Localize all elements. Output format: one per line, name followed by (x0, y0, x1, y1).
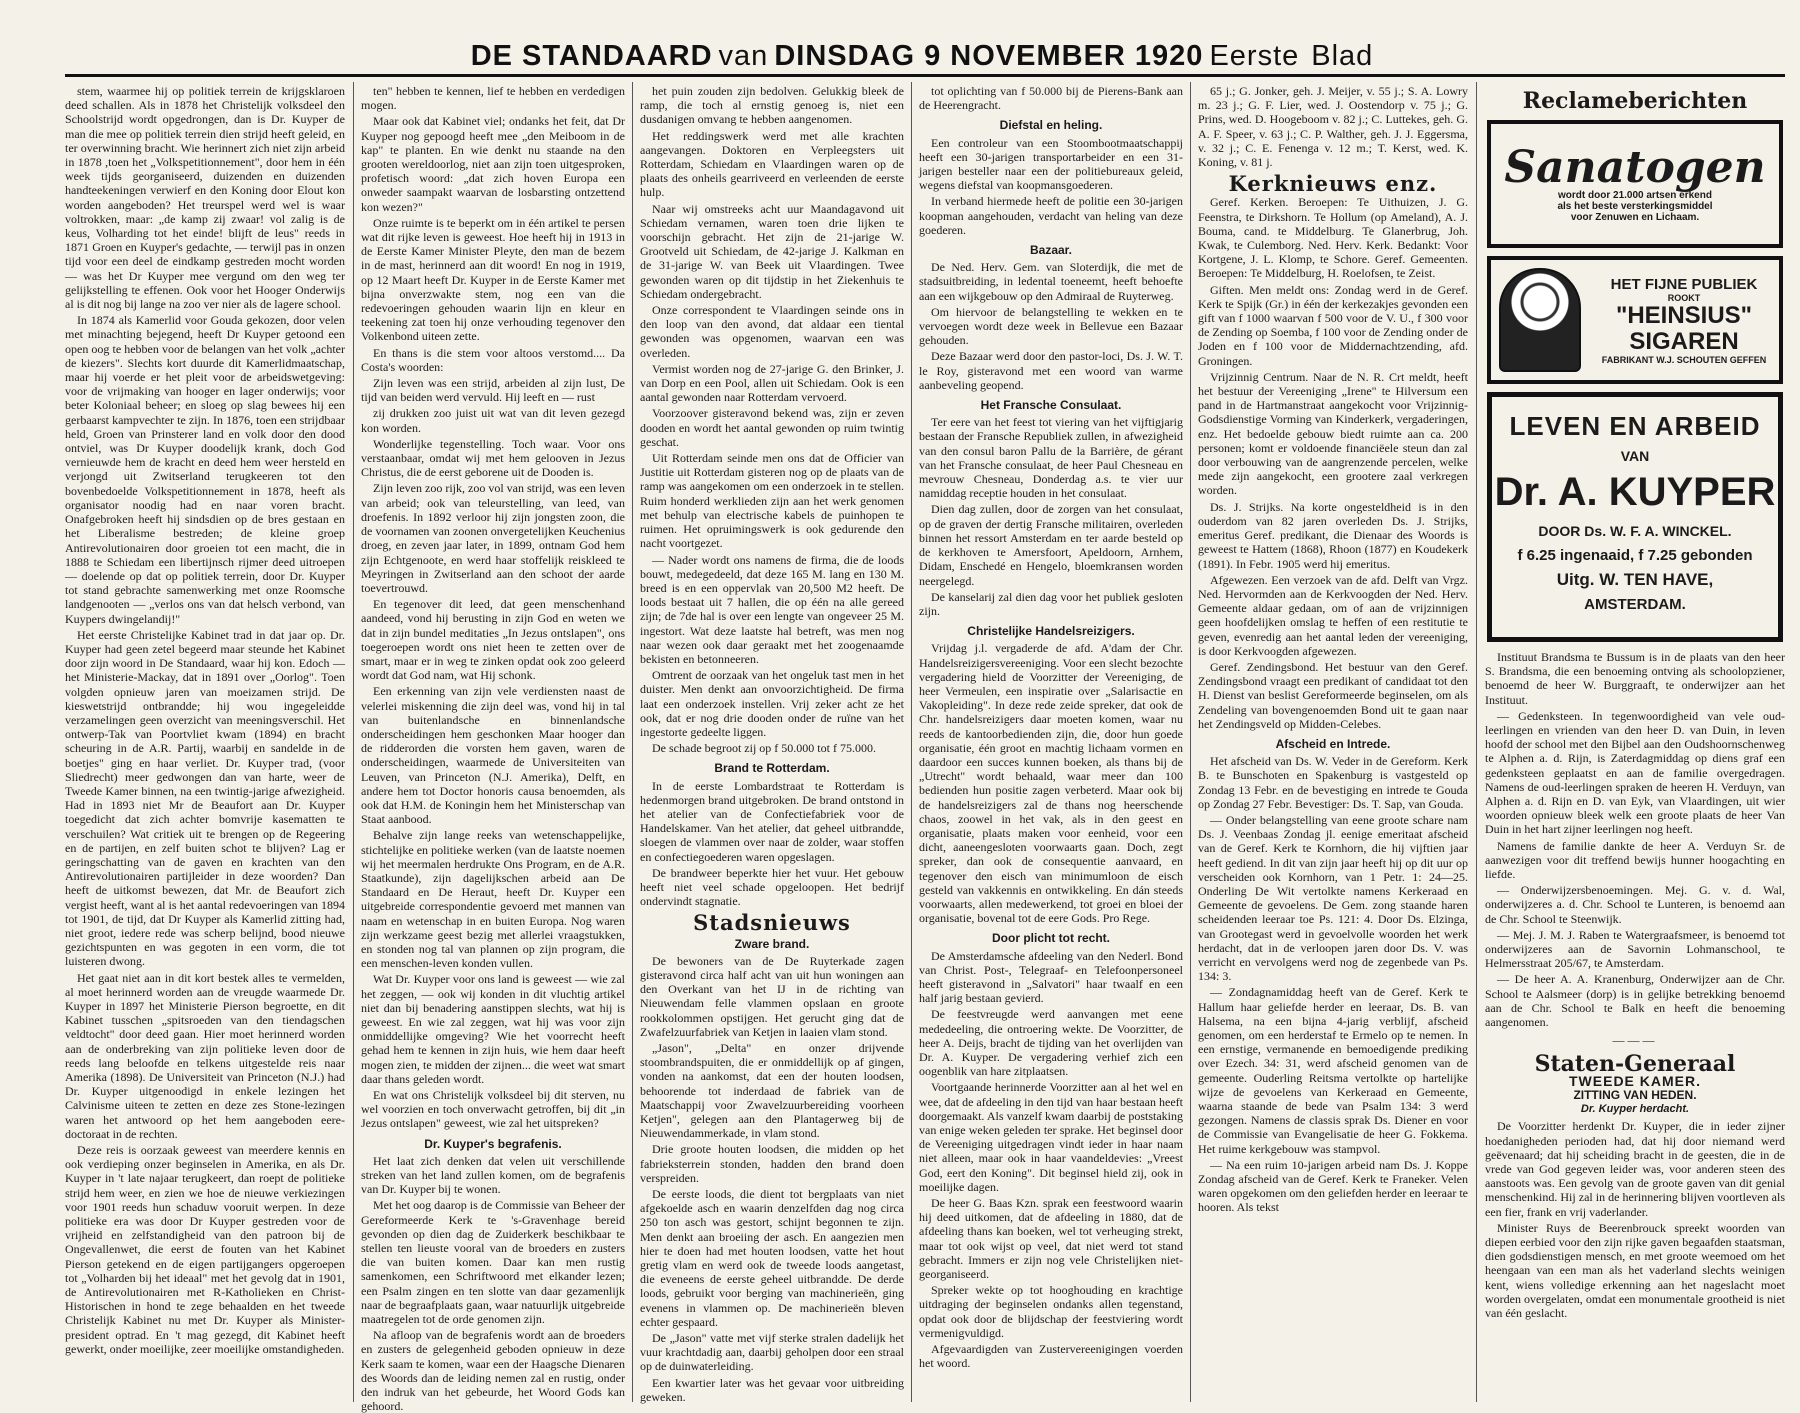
article-paragraph: Na afloop van de begrafenis wordt aan de broeders en zusters de gelegenheid geboden opnieuw in deze Kerk saam te komen, waar een der Haagsche Dienaren des Woords dan de leiding nemen zal en rustig, onder den indruk van het gebeurde, het Woord Gods kan gehoord. (361, 1328, 625, 1413)
column-rule (632, 82, 633, 1402)
article-paragraph: Vrijzinnig Centrum. Naar de N. R. Crt meldt, heeft het bestuur der Vereeniging „Irene" te Hilversum een pand in de Hartmanstraat aangekocht voor Vrijzinnig-Godsdienstige Vorming van Kinderkerk, vergaderingen, enz. Het bedoelde gebouw biedt ruimte aan ca. 200 personen; komt er voldoende financiëele steun dan zal door verbouwing van de aangrenzende percelen, welke mede zijn aangekocht, een grootere zaal verkregen worden. (1198, 369, 1468, 498)
article-heading: Christelijke Handelsreizigers. (967, 624, 1135, 639)
article-paragraph: 65 j.; G. Jonker, geh. J. Meijer, v. 55 j.; S. A. Lowry m. 23 j.; G. F. Lier, wed. J. Oostendorp v. 75 j.; G. Prins, wed. D. Hoogeboom v. 82 j.; C. Luttekes, geh. G. A. F. Speer, v. 63 j.; C. P. Walther, geh. J. J. Eggersma, v. 32 j.; C. E. Fenenga v. 12 m.; T. Kerst, wed. K. Koning, v. 81 j. (1198, 84, 1468, 170)
article-paragraph: Deze reis is oorzaak geweest van meerdere kennis en ook verdieping onzer beginselen in Amerika, en als Dr. Kuyper in 't late najaar terugkeert, dan roept de politieke strijd hem weer, en zien we hoe de nieuwe verkiezingen voor 1901 reeds hun schaduw vooruit werpen. In deze politieke era was door Dr Kuyper gestreden voor de vrijheid en zelfstandigheid van den patroon bij de Ongevallenwet, die eerst de fouten van het Kabinet Pierson getekend en de eigen partijgangers opgeroepen tot „Volharden bij het ideaal" met het gevolg dat in 1901, de Antirevolutionairen met R-Katholieken en Christ-Historischen in hond te zege behaalden en het tweede Christelijk Kabinet nu met Dr. Kuyper als Minister-president optrad. En 't mag gezegd, dit Kabinet heeft gewerkt, onder moeilijke, zeer moeilijke omstandigheden. (65, 1143, 345, 1356)
article-column-5 (1198, 84, 1468, 1402)
article-paragraph: De feestvreugde werd aanvangen met eene mededeeling, die ontroering wekte. De Voorzitter, de heer A. Deijs, bracht de tijding van het overlijden van Dr. A. Kuyper. De vergadering verhief zich een oogenblik van hare zitplaatsen. (919, 1007, 1183, 1079)
masthead-blad: Blad (1311, 39, 1374, 72)
book-publisher: Uitg. W. TEN HAVE, (1556, 570, 1714, 589)
heinsius-ad (1487, 256, 1783, 384)
sanatogen-line: voor Zenuwen en Lichaam. (1570, 211, 1700, 223)
book-subject: Dr. A. KUYPER (1494, 470, 1776, 514)
masthead-paper: DE STANDAARD (470, 39, 713, 72)
notices-column (1485, 650, 1785, 1320)
article-paragraph: het puin zouden zijn bedolven. Gelukkig bleek de ramp, die toch al ernstig genoeg is, niet een dusdanigen omvang te hebben aangenomen. (640, 84, 904, 127)
article-paragraph: — Nader wordt ons namens de firma, die de loods bouwt, medegedeeld, dat deze 165 M. lang en 130 M. breed is en een oppervlak van 20,500 M2 heeft. De loods bestaat uit 7 hallen, die op één na alle gereed zijn; de 7de hal is over een lengte van ongeveer 25 M. ingestort. Wat deze laatste hal betreft, was men nog naar wezen ook daar geraakt met het zoogenaamde bekisten en betonneeren. (640, 552, 904, 666)
section-divider: ——— (1612, 1033, 1658, 1048)
column-rule (1190, 82, 1191, 1402)
article-paragraph: De eerste loods, die dient tot bergplaats van niet afgekoelde asch en waarin denzelfden dag nog circa 250 ton asch was gestort, schijnt begonnen te zijn. Men denkt aan broeiing der asch. En aangezien men hier te doen had met houten loodsen, vatte het hout gretig vlam en werd ook de tweede loods aangetast, die eveneens de eerste geheel uitbrandde. De derde loods, gebruikt voor berging van machinerieën, ging evenens in vlammen op. De machinerieën bleven echter gespaard. (640, 1187, 904, 1329)
article-paragraph: Het eerste Christelijke Kabinet trad in dat jaar op. Dr. Kuyper had geen zetel begeerd maar steunde het Kabinet door zijn woord in De Standaard, waar hij kon. Edoch — het Ministerie-Mackay, dat in 1891 over „Oorlog". Toen volgden opnieuw jaren van moeizamen strijd. De kieswetstrijd ontbrandde; hij wou ingegeleidde verzamelingen geen overzicht van meeningsverschil. Het ontwerp-Tak van Poortvliet kwam (1894) en bracht scheuring in de A.R. Partij, waarbij en sandelde in de boetjes" ging en haar verliet. Dr. Kuyper trad, (voor Sliedrecht) meer gedwongen dan van harte, weer de Tweede Kamer binnen, na een twintig-jarige afwezigheid. Had in 1893 niet Mr de Beaufort aan Dr. Kuyper toegedicht dat zich achter bomvrije kasematten te verschuilen? Wat critiek uit te brengen op de Regeering en de partijen, en zelf buiten schot te blijven? Lag er geringschatting van de gaven en krachten van den Antirevolutionairen partijleider in deze woorden? Dan heeft de uitkomst bewezen, dat Mr. de Beaufort zich vergist heeft, want al is het aantal redevoeringen van 1894 tot 1901, de tijd, dat Dr Kuyper als Kamerlid zitting had, niet groot, iedere rede was scherp belijnd, bood nieuwe gezichtspunten en was gegoten in een vorm, die tot luisteren dwong. (65, 627, 345, 969)
staten-paragraph: De Voorzitter herdenkt Dr. Kuyper, die in ieder zijner hoedanigheden perioden had, dat hij door niemand werd geëvenaard; dat hij scheiding bracht in de geesten, die in de vrede van God gegeven leider was, voor anderen steen des aanstoots was. Een gevolg van de groote gaven van dit genial menschenkind. Hij zal in de herinnering blijven voortleven als een fier, frank en vrij vaderlander. (1485, 1119, 1785, 1219)
staten-paragraph: Minister Ruys de Beerenbrouck spreekt woorden van diepen eerbied voor den zijn rijke gaven begaafden staatsman, dien godsdienstigen mensch, en met groote weemoed om het heengaan van een man als het vaderland slechts weinigen kent, wiens volledige erkenning aan het nageslacht moet worden overgelaten, omdat een monumentale grootheid is niet van één geslacht. (1485, 1220, 1785, 1320)
article-paragraph: Zijn leven was een strijd, arbeiden al zijn lust, De tijd van beiden werd vervuld. Hij leeft en — rust (361, 376, 625, 405)
notice-paragraph: — Gedenksteen. In tegenwoordigheid van vele oud-leerlingen en vrienden van den heer D. van Duin, in leven hoofd der school met den Bijbel aan den Oudshoornschenweg te Alphen a. d. Rijn, is Zaterdagmiddag op diens graf een gedenksteen geplaatst en aan de familie overgedragen. Namens de oud-leerlingen spraken de heeren H. Verduyn, van Alphen a. d. Rijn en D. van Eyk, van Vlaardingen, uit wier woorden opnieuw bleek welk een groote plaats de heer Van Duin in het hart zijner leerlingen nog heeft. (1485, 708, 1785, 837)
article-paragraph: Het gaat niet aan in dit kort bestek alles te vermelden, al moet herinnerd worden aan de vreugde waarmede Dr. Kuyper in 1897 het Ministerie Pierson begroette, en dit Kabinet tusschen „spitsroeden van den tiendagschen veldtocht" door deed gaan. Hier moet herinnerd worden aan de onderbreking van zijn politieke leven door de reeds lang beloofde en telkens uitgestelde reis naar Amerika (1898). De Universiteit van Princeton (N.J.) had Dr. Kuyper uitgenoodigd in enkele lezingen het Calvinisme uiteen te zetten en deze zes Stone-lezingen waren het antwoord op het hem aangeboden eere-doctoraat in de rechten. (65, 970, 345, 1141)
column-rule (353, 82, 354, 1402)
article-paragraph: Spreker wekte op tot hooghouding en krachtige uitdraging der beginselen ondanks allen tegenstand, opdat ook door de blijdschap der feestviering wordt vermenigvuldigd. (919, 1283, 1183, 1340)
article-paragraph: Maar ook dat Kabinet viel; ondanks het feit, dat Dr Kuyper nog gepoogd heeft mee „den Meiboom in de kap" te planten. En wie denkt nu staande na den grooten wereldoorlog, niet aan zijn toen uitgesproken, profetisch woord: „dat zich hoven Europa een onweder saampakt waarvan de losbarsting ontzettend kon wezen?" (361, 114, 625, 214)
masthead-edition: Eerste (1209, 39, 1300, 72)
article-paragraph: De bewoners van de De Ruyterkade zagen gisteravond circa half acht van uit hun woningen aan den Overkant van het IJ in de richting van Nieuwendam felle vlammen opslaan en groote rookkolommen opstijgen. Het gerucht ging dat de Zwafelzuurfabriek van Ketjen in laaien vlam stond. (640, 953, 904, 1039)
article-paragraph: Een controleur van een Stoombootmaatschappij heeft een 30-jarigen transportarbeider en een 31-jarigen besteller naar een der politiebureaux geleid, wegens diefstal van koopmansgoederen. (919, 135, 1183, 193)
article-paragraph: Met het oog daarop is de Commissie van Beheer der Gereformeerde Kerk te 's-Gravenhage bereid gevonden op dien dag de Zuiderkerk beschikbaar te stellen ten lieuste vooral van de broeders en zusters die van buiten komen. Daar kan men rustig samenkomen, een Schriftwoord met elkander lezen; een Psalm zingen en ten slotte van daar gezamenlijk naar de begraafplaats gaan, waar natuurlijk uitgebreide maatregelen tot de orde genomen zijn. (361, 1198, 625, 1327)
article-paragraph: De kanselarij zal dien dag voor het publiek gesloten zijn. (919, 589, 1183, 618)
article-paragraph: tot oplichting van f 50.000 bij de Pierens-Bank aan de Heerengracht. (919, 84, 1183, 113)
heinsius-brand: "HEINSIUS" (1615, 301, 1753, 329)
masthead (65, 38, 1785, 77)
article-paragraph: In verband hiermede heeft de politie een 30-jarigen koopman aangehouden, verdacht van heling van deze goederen. (919, 194, 1183, 237)
article-paragraph: Deze Bazaar werd door den pastor-loci, Ds. J. W. T. le Roy, gisteravond met een woord van warme aanbeveling geopend. (919, 349, 1183, 392)
article-paragraph: Onze correspondent te Vlaardingen seinde ons in den loop van den avond, dat aldaar een tiental gewonden was opgenomen, waarvan een was overleden. (640, 303, 904, 360)
article-paragraph: Het afscheid van Ds. W. Veder in de Gereform. Kerk B. te Bunschoten en Spakenburg is vastgesteld op Zondag 13 Febr. en de bevestiging en intrede te Gouda op Zondag 27 Febr. Bevestiger: Ds. T. Sap, van Gouda. (1198, 754, 1468, 811)
heinsius-product: SIGAREN (1629, 327, 1739, 355)
article-heading: Brand te Rotterdam. (714, 761, 830, 776)
article-paragraph: En wat ons Christelijk volksdeel bij dit sterven, nu wel voorzien en toch onverwacht getroffen, bij dit „in Jezus ontslapen" geweest, wie zal het uitspreken? (361, 1088, 625, 1131)
article-paragraph: Naar wij omstreeks acht uur Maandagavond uit Schiedam vernamen, waren toen drie lijken te voorschijn gebracht. Het zijn de 21-jarige W. Grootveld uit Schiedam, de 42-jarige J. Kalkman en de 31-jarige W. van Beek uit Vlaardingen. Twee gewonden waren op dit tijdstip in het Ziekenhuis te Schiedam ondergebracht. (640, 201, 904, 301)
article-paragraph: Voorzoover gisteravond bekend was, zijn er zeven dooden en wordt het aantal gewonden op ruim twintig geschat. (640, 406, 904, 449)
article-paragraph: De heer G. Baas Kzn. sprak een feestwoord waarin hij deed uitkomen, dat de afdeeling in 1880, dat de afdeeling thans kan boeken, wel tot verheuging strekt, maar tot ook wijst op veel, dat niet werd tot stand gebracht. Immers er zijn nog vele Christelijken niet-georganiseerd. (919, 1196, 1183, 1282)
notice-paragraph: — Onderwijzersbenoemingen. Mej. G. v. d. Wal, onderwijzeres a. d. Chr. School te Lunteren, is benoemd aan de Chr. School te Steenwijk. (1485, 883, 1785, 926)
article-paragraph: ten" hebben te kennen, lief te hebben en verdedigen mogen. (361, 84, 625, 113)
article-paragraph: Geref. Zendingsbond. Het bestuur van den Geref. Zendingsbond vraagt een predikant of candidaat tot den H. Dienst van beslist Gereformeerde beginselen, om als Zendeling van bovengenoemden Bond uit te gaan naar het Zendingsveld op Midden-Celebes. (1198, 659, 1468, 731)
article-paragraph: Dien dag zullen, door de zorgen van het consulaat, op de graven der dertig Fransche militairen, overleden binnen het ressort Amsterdam en ter aarde besteld op de kerkhoven te Amersfoort, Apeldoorn, Arnhem, Didam, Enschedé en Hengelo, bloemkransen worden neergelegd. (919, 502, 1183, 588)
article-paragraph: In 1874 als Kamerlid voor Gouda gekozen, door velen met minachting bejegend, heeft Dr Kuyper getoond een open oog te hebben voor de belangen van het volk „achter de kiezers". Slechts kort duurde dit Kamerlidmaatschap, maar hij voerde er het pleit voor de arbeidswetgeving: voor de vrijmaking van hooger en lager onderwijs; voor beter Koloniaal beheer; en sloeg op slag bewees hij een gerbaarst kampvechter te zijn. In 1876, toen een strijdbaar held, Groen van Prinsterer land en volk door den dood ontviel, was Dr Kuyper doodelijk krank, doch God vernieuwde hem de kracht en deed hem weer hersteld en verjongd uit Zwitserland terugkeeren tot den bovenbedoelde Volkspetitionnement in 1878, heeft als organisator noodig had en naar voren bracht. Onafgebroken heeft hij sindsdien op de bres gestaan en het Liberalisme bestreden; de kleine groep Antirevolutionairen door groeien tot een macht, die in 1888 te Schiedam een libertijnsch rijmer deed uitroepen — doelende op dat op politiek terrein, door Dr. Kuyper tot stand gebrachte samenwerking met onze Roomsche landgenooten — „verlos ons van dat helsch verbond, van Kuypers dwingelandij!" (65, 313, 345, 626)
article-paragraph: Een kwartier later was het gevaar voor uitbreiding geweken. (640, 1375, 904, 1404)
article-paragraph: Ds. J. Strijks. Na korte ongesteldheid is in den ouderdom van 82 jaren overleden Ds. J. Strijks, emeritus Geref. predikant, die Dienaar des Woords is geweest te Hattem (1868), Rhoon (1877) en Koudekerk (1891). In Febr. 1905 werd hij emeritus. (1198, 499, 1468, 571)
article-column-4 (919, 84, 1183, 1402)
column-rule (911, 82, 912, 1402)
article-paragraph: Wonderlijke tegenstelling. Toch waar. Voor ons verstaanbaar, omdat wij met hem gelooven in Jezus Christus, die de eerst geborene uit de Dooden is. (361, 436, 625, 480)
article-paragraph: In de eerste Lombardstraat te Rotterdam is hedenmorgen brand uitgebroken. De brand ontstond in het atelier van de Confectiefabriek voor de Handelskamer. Van het atelier, dat geheel uitbrandde, sloegen de vlammen over naar de zolder, waar stoffen en confectiegoederen waren opgeslagen. (640, 778, 904, 864)
article-column-3 (640, 84, 904, 1402)
section-heading: Kerknieuws enz. (1228, 171, 1438, 197)
article-paragraph: De schade begroot zij op f 50.000 tot f 75.000. (652, 741, 876, 756)
sanatogen-ad (1487, 120, 1783, 248)
article-paragraph: Zijn leven zoo rijk, zoo vol van strijd, was een leven van arbeid; ook van teleurstelling, van leed, van droefenis. In 1892 verloor hij zijn jongsten zoon, die de voornamen van zoonen onvergetelijken Keuchenius droeg, en zeven jaar later, in 1899, ontnam God hem zijn Echtgenoote, en werd haar stoffelijk reiskleed te Meyringen in Zwitserland aan den schoot der aarde toevertrouwd. (361, 481, 625, 595)
article-paragraph: — Onder belangstelling van eene groote schare nam Ds. J. Veenbaas Zondag jl. eenige emeritaat afscheid van de Geref. Kerk te Kornhorn, die hij vijftien jaar heeft gediend. In dit van zijn jaar heeft hij op dit uur op verscheiden ook Kornhorn, van 1 Petr. 1: 24—25. Onderling De Wit vertolkte namens Kerkeraad en Gemeente de gevoelens. De Gem. zong staande haren scheidenden leeraar toe Ps. 121: 4. Door Ds. Elzinga, van Grootegast werd in gevoelvolle woorden het werk herdacht, dat in de verloopen jaren door Ds. V. was verricht en vervolgens werd nog de zegenbede van Ps. 134: 3. (1198, 812, 1468, 984)
article-heading: Afscheid en Intrede. (1275, 736, 1391, 751)
masthead-date: DINSDAG 9 NOVEMBER 1920 (774, 39, 1204, 72)
article-paragraph: De „Jason" vatte met vijf sterke stralen dadelijk het vuur krachtdadig aan, daarbij geholpen door een straal op de duinwaterleiding. (640, 1331, 904, 1374)
article-paragraph: Wat Dr. Kuyper voor ons land is geweest — wie zal het zeggen, — ook wij konden in dit vluchtig artikel niet dan bij benadering aanstippen slechts, wat hij is geweest. En wie zal zeggen, wat hij was voor zijn onmiddellijke omgeving? Wie het voorrecht heeft gehad hem te kennen in zijn huis, wie hem daar heeft mogen zien, te midden der zijnen... die weet wat smart daar thans geleden wordt. (361, 972, 625, 1086)
sanatogen-line: als het beste versterkingsmiddel (1557, 200, 1713, 212)
article-paragraph: — Zondagnamiddag heeft van de Geref. Kerk te Hallum haar geliefde herder en leeraar, Ds. B. van Halsema, na een bijna 4-jarig verblijf, afscheid genomen, om een herderstaf te Ermelo op te nemen. In een ernstige, vermanende en bemoedigende prediking over Ezech. 34: 31, werd afscheid genomen van de gemeente. Ouderling Reitsma vertolkte op hartelijke wijze de gevoelens van Kerkeraad en Gemeente, waarna staande de bede van Psalm 134: 3 werd gezongen. Namens de classis sprak Ds. Diener en voor de Commissie van Evangelisatie de heer G. Fokkema. Het ruime kerkgebouw was stampvol. (1198, 985, 1468, 1156)
article-paragraph: En tegenover dit leed, dat geen menschenhand aandeed, vond hij berusting in zijn God en weten we dat in zijn bundel meditaties „In Jezus ontslapen", ons toegeroepen wordt ons niet heen te zetten over de smart, maar er in weg te zinken opdat ook zoo geleerd wordt dat God nam, wat Hij schonk. (361, 597, 625, 683)
book-price: f 6.25 ingenaaid, f 7.25 gebonden (1517, 547, 1753, 564)
article-heading: Door plicht tot recht. (992, 931, 1110, 946)
article-paragraph: Vermist worden nog de 27-jarige G. den Brinker, J. van Dorp en een Pool, allen uit Schiedam. Ook is een aantal gewonden naar Rotterdam vervoerd. (640, 361, 904, 405)
article-heading: Diefstal en heling. (999, 118, 1103, 133)
article-paragraph: De Ned. Herv. Gem. van Sloterdijk, die met de stadsuitbreiding, in ledental toeneemt, heeft behoefte aan een wijkgebouw op den Admiraal de Ruyterweg. (919, 260, 1183, 303)
book-author: DOOR Ds. W. F. A. WINCKEL. (1538, 523, 1732, 539)
article-paragraph: Onze ruimte is te beperkt om in één artikel te persen wat dit rijke leven is geweest. Hoe heeft hij in 1913 in de Eerste Kamer Minister Pleyte, den man de bezem in de mast, herinnerd aan dit woord! En nog in 1919, op 12 Maart heeft Dr. Kuyper in de Eerste Kamer met bijna onverzwakte stem, nog een van die redevoeringen gehouden waarin lijn en kleur en teekening zat toen hij onze verhouding tegenover den Volkenbond uiteen zette. (361, 215, 625, 344)
staten-kamer: TWEEDE KAMER. (1569, 1072, 1701, 1089)
article-paragraph: En thans is die stem voor altoos verstomd.... Da Costa's woorden: (361, 345, 625, 374)
article-paragraph: zij drukken zoo juist uit wat van dit leven gezegd kon worden. (361, 406, 625, 435)
article-paragraph: — Na een ruim 10-jarigen arbeid nam Ds. J. Koppe Zondag afscheid van de Geref. Kerk te Franeker. Velen waren opgekomen om den geliefden herder en leeraar te hooren. Als tekst (1198, 1157, 1468, 1215)
article-heading: Dr. Kuyper's begrafenis. (424, 1136, 562, 1151)
article-paragraph: Uit Rotterdam seinde men ons dat de Officier van Justitie uit Rotterdam gisteren nog op de plaats van de ramp was aangekomen om een onderzoek in te stellen. Ruim honderd werklieden zijn aan het werk genomen met behulp van electrische kabels de puinhopen te ruimen. Het opruimingswerk is ook gedurende den nacht voortgezet. (640, 451, 904, 551)
article-paragraph: „Jason", „Delta" en onzer drijvende stoombrandspuiten, die er onmiddellijk op af gingen, vonden na aankomst, dat een der houten loodsen, behoorende tot inderdaad de fabriek van de Maatschappij voor Zwavelzuurbereiding voorheen Ketjen", gelegen aan den Plantagerweg bij de Nieuwendammerkade, in vlam stond. (640, 1041, 904, 1141)
article-heading: Bazaar. (1029, 243, 1073, 258)
book-title: LEVEN EN ARBEID (1509, 411, 1761, 441)
article-paragraph: Voortgaande herinnerde Voorzitter aan al het wel en wee, dat de afdeeling in den tijd van haar bestaan heeft doorgemaakt. Als vanzelf kwam daarbij de poststaking van enige weken geleden ter sprake. Het beginsel door de Vereeniging uitgedragen vindt ieder in haar naam niet alleen, maar ook in haar vaandeldevies: „Vreest God, eert den Koning". Dit beginsel hield zij, ook in moeilijke dagen. (919, 1080, 1183, 1194)
staten-zitting: ZITTING VAN HEDEN. (1573, 1087, 1697, 1102)
sanatogen-logo: Sanatogen (1504, 141, 1766, 193)
book-city: AMSTERDAM. (1584, 596, 1686, 613)
notice-paragraph: Namens de familie dankte de heer A. Verduyn Sr. de aanwezigen voor dit treffend bewijs hunner hoogachting en liefde. (1485, 838, 1785, 882)
heinsius-text (1589, 276, 1779, 365)
book-ad (1487, 392, 1783, 642)
article-paragraph: Om hiervoor de belangstelling te wekken en te vervoegen wordt deze week in Bellevue een Bazaar gehouden. (919, 304, 1183, 348)
heinsius-maker: FABRIKANT W.J. SCHOUTEN GEFFEN (1601, 354, 1767, 365)
article-heading: Het Fransche Consulaat. (980, 398, 1122, 413)
column-rule (1476, 82, 1477, 1402)
article-paragraph: Vrijdag j.l. vergaderde de afd. A'dam der Chr. Handelsreizigersvereeniging. Voor een slecht bezochte vergadering hield de Voorzitter der Vereeniging, de heer Vermeulen, een inspiratie over „Salarisactie en Vakopleiding". In deze rede zeide spreker, dat ook de Chr. handelsreizigers daar moeten komen, waar nu reeds de kantoorbedienden zijn, die, door hun goede organisatie, één groot en machtig lichaam vormen en daardoor een succes kunnen boeken, als thans bij de „Utrecht" wordt behaald, waar meer dan 100 bedienden hun positie zagen verbeterd. Maar ook bij de handelsreizigers zal de thans nog heerschende chaos, zoowel in het vak, als in den geest en organisatie, plaats maken voor eenheid, voor een dicht, aaneengesloten voorwaarts gaan. Doch, zegt spreker, dan ook de consequentie aanvaard, en tegenover den eisch van minimumloon de eisch gesteld van vakkennis en ontwikkeling. En dán steeds voorwaarts, allen medewerkend, tot groei en bloei der organisatie, bovenal tot de eere Gods. Pro Rege. (919, 641, 1183, 926)
masthead-van: van (718, 39, 769, 72)
notice-paragraph: — Mej. J. M. J. Raben te Watergraafsmeer, is benoemd tot onderwijzeres aan de Savornin Lohmanschool, te Helmersstraat 205/67, te Amsterdam. (1485, 927, 1785, 971)
portrait-illustration (1499, 268, 1581, 372)
article-paragraph: Drie groote houten loodsen, die midden op het fabrieksterrein stonden, hadden den brand doen verspreiden. (640, 1142, 904, 1185)
sanatogen-line: wordt door 21.000 artsen erkend (1558, 189, 1712, 201)
article-paragraph: Het laat zich denken dat velen uit verschillende streken van het land zullen komen, om de begrafenis van Dr. Kuyper bij te wonen. (361, 1153, 625, 1197)
article-paragraph: Omtrent de oorzaak van het ongeluk tast men in het duister. Men denkt aan onvoorzichtigheid. De firma laat een onderzoek instellen. Vrij zeker acht ze het ook, dat er nog drie dooden onder de ruïne van het ingestorte gedeelte liggen. (640, 668, 904, 739)
article-paragraph: Giften. Men meldt ons: Zondag werd in de Geref. Kerk te Spijk (Gr.) in één der kerkezakjes gevonden een gift van f 1000 waarvan f 500 voor de V. U., f 300 voor de Zending op Soemba, f 100 voor de Zending onder de Joden en f 100 voor de Middernachtzending, afd. Groningen. (1198, 282, 1468, 368)
ads-header: Reclameberichten (1522, 88, 1748, 114)
article-heading: Zware brand. (734, 936, 810, 951)
heinsius-line: HET FIJNE PUBLIEK (1610, 275, 1758, 293)
article-paragraph: Afgewezen. Een verzoek van de afd. Delft van Vrgz. Ned. Hervormden aan de Kerkvoogden der Ned. Herv. Gemeente aldaar gedaan, om of aan de vrijzinnigen geen hoofdelijken omslag te heffen of een restitutie te geven, evenredig aan het aantal leden der vereeniging, is door Kerkvoogden afgewezen. (1198, 572, 1468, 658)
article-paragraph: Het reddingswerk werd met alle krachten aangevangen. Doktoren en Verpleegsters uit Rotterdam, Schiedam en Vlaardingen waren op de plaats des onheils gearriveerd en verleenden de eerste hulp. (640, 128, 904, 200)
article-paragraph: De brandweer beperkte hier het vuur. Het gebouw heeft niet veel schade opgeloopen. Het bedrijf ondervindt stagnatie. (640, 865, 904, 909)
article-column-1 (65, 84, 345, 1402)
staten-subhead: Dr. Kuyper herdacht. (1580, 1103, 1690, 1116)
article-paragraph: Behalve zijn lange reeks van wetenschappelijke, stichtelijke en politieke werken (van de laatste noemen wij het meermalen herdrukte Ons Program, en de A.R. Staatkunde), zijn dagelijkschen arbeid aan De Standaard en De Heraut, heeft Dr. Kuyper een uitgebreide correspondentie gevoerd met mannen van naam en wetenschap in en buiten Europa. Nog waren zijn werkzame geest bezig met allerlei vraagstukken, en stonden nog tal van plannen op zijn program, die een menschen-leven konden vullen. (361, 828, 625, 971)
section-heading: Stadsnieuws (693, 910, 851, 936)
article-paragraph: stem, waarmee hij op politiek terrein de krijgsklaroen deed schallen. Als in 1878 het Christelijk volksdeel den Schoolstrijd wordt opgedrongen, dan is Dr. Kuyper de man die mee op politiek terrein dien strijd heeft geleid, en ter overwinning bracht. Wie herinnert zich niet zijn arbeid in 1878 ,toen het „Volkspetitionnement", door hem in één week tijds georganiseerd, duizenden en duizenden handteekeningen verwierf en den Koning door Elout kon worden aangeboden? Het treurspel werd wel is waar voltrokken, maar: „de kamp zij zwaar! vol zalig is de keus, Volharding tot het einde! blijft de leus" reeds in 1871 Groen en Kuyper's gedachte, — terwijl pas in onzen tijd voor een deel de eindkamp gestreden mocht worden — was het Dr Kuyper mee vergund om den weg ter gelijkstelling te effenen. Ook voor het Hooger Onderwijs al is dit nog bij lange na zoo ver nier als de lagere school. (65, 84, 345, 312)
notice-paragraph: Instituut Brandsma te Bussum is in de plaats van den heer S. Brandsma, die een benoeming ontving als schoolopziener, benoemd de heer W. Burggraaft, te onderwijzer aan het Instituut. (1485, 650, 1785, 707)
article-paragraph: Afgevaardigden van Zustervereenigingen voerden het woord. (919, 1342, 1183, 1371)
advertisement-column (1485, 84, 1785, 1322)
article-paragraph: Ter eere van het feest tot viering van het vijftigjarig bestaan der Fransche Republiek zullen, in afwezigheid van den consul baron Pallu de la Barrière, de gérant van het Fransche consulaat, de heer Paul Chesneau en mevrouw Chesneau, Donderdag a.s. te vier uur namiddag receptie houden in het consulaat. (919, 415, 1183, 501)
article-paragraph: De Amsterdamsche afdeeling van den Nederl. Bond van Christ. Post-, Telegraaf- en Telefoonpersoneel heeft gisteravond in „Salvatori" haar twaalf en een half jarig bestaan gevierd. (919, 948, 1183, 1006)
notice-paragraph: — De heer A. A. Kranenburg, Onderwijzer aan de Chr. School te Aalsmeer (dorp) is in gelijke betrekking benoemd aan de Chr. School te Balk en heeft die benoeming aangenomen. (1485, 972, 1785, 1030)
book-van: VAN (1620, 448, 1650, 464)
heinsius-line: ROOKT (1667, 292, 1701, 303)
article-paragraph: Geref. Kerken. Beroepen: Te Uithuizen, J. G. Feenstra, te Dirkshorn. Te Hollum (op Ameland), A. J. Bouma, cand. te Middelburg. Te Glanerbrug, Joh. Kwak, te Culemborg. Ned. Herv. Kerk. Bedankt: Voor Kortgene, J. L. Klomp, te Schore. Geref. Gemeenten. Beroepen: Te Middelburg, H. Roelofsen, te Zeist. (1198, 195, 1468, 281)
article-paragraph: Een erkenning van zijn vele verdiensten naast de velerlei miskenning die zijn deel was, vond hij in tal van buitenlandsche en binnenlandsche onderscheidingen hem geschonken Maar hooger dan de ridderorden die vorsten hem gaven, waren de onderscheidingen, waarmede de Universiteiten van Leuven, van Princeton (N.J. Amerika), Delft, en andere hem tot Doctor honoris causa benoemden, als ook dat H.M. de Koningin hem het Ministerschap van Staat aanbood. (361, 684, 625, 827)
staten-title: Staten-Generaal (1534, 1051, 1736, 1078)
article-column-2 (361, 84, 625, 1413)
